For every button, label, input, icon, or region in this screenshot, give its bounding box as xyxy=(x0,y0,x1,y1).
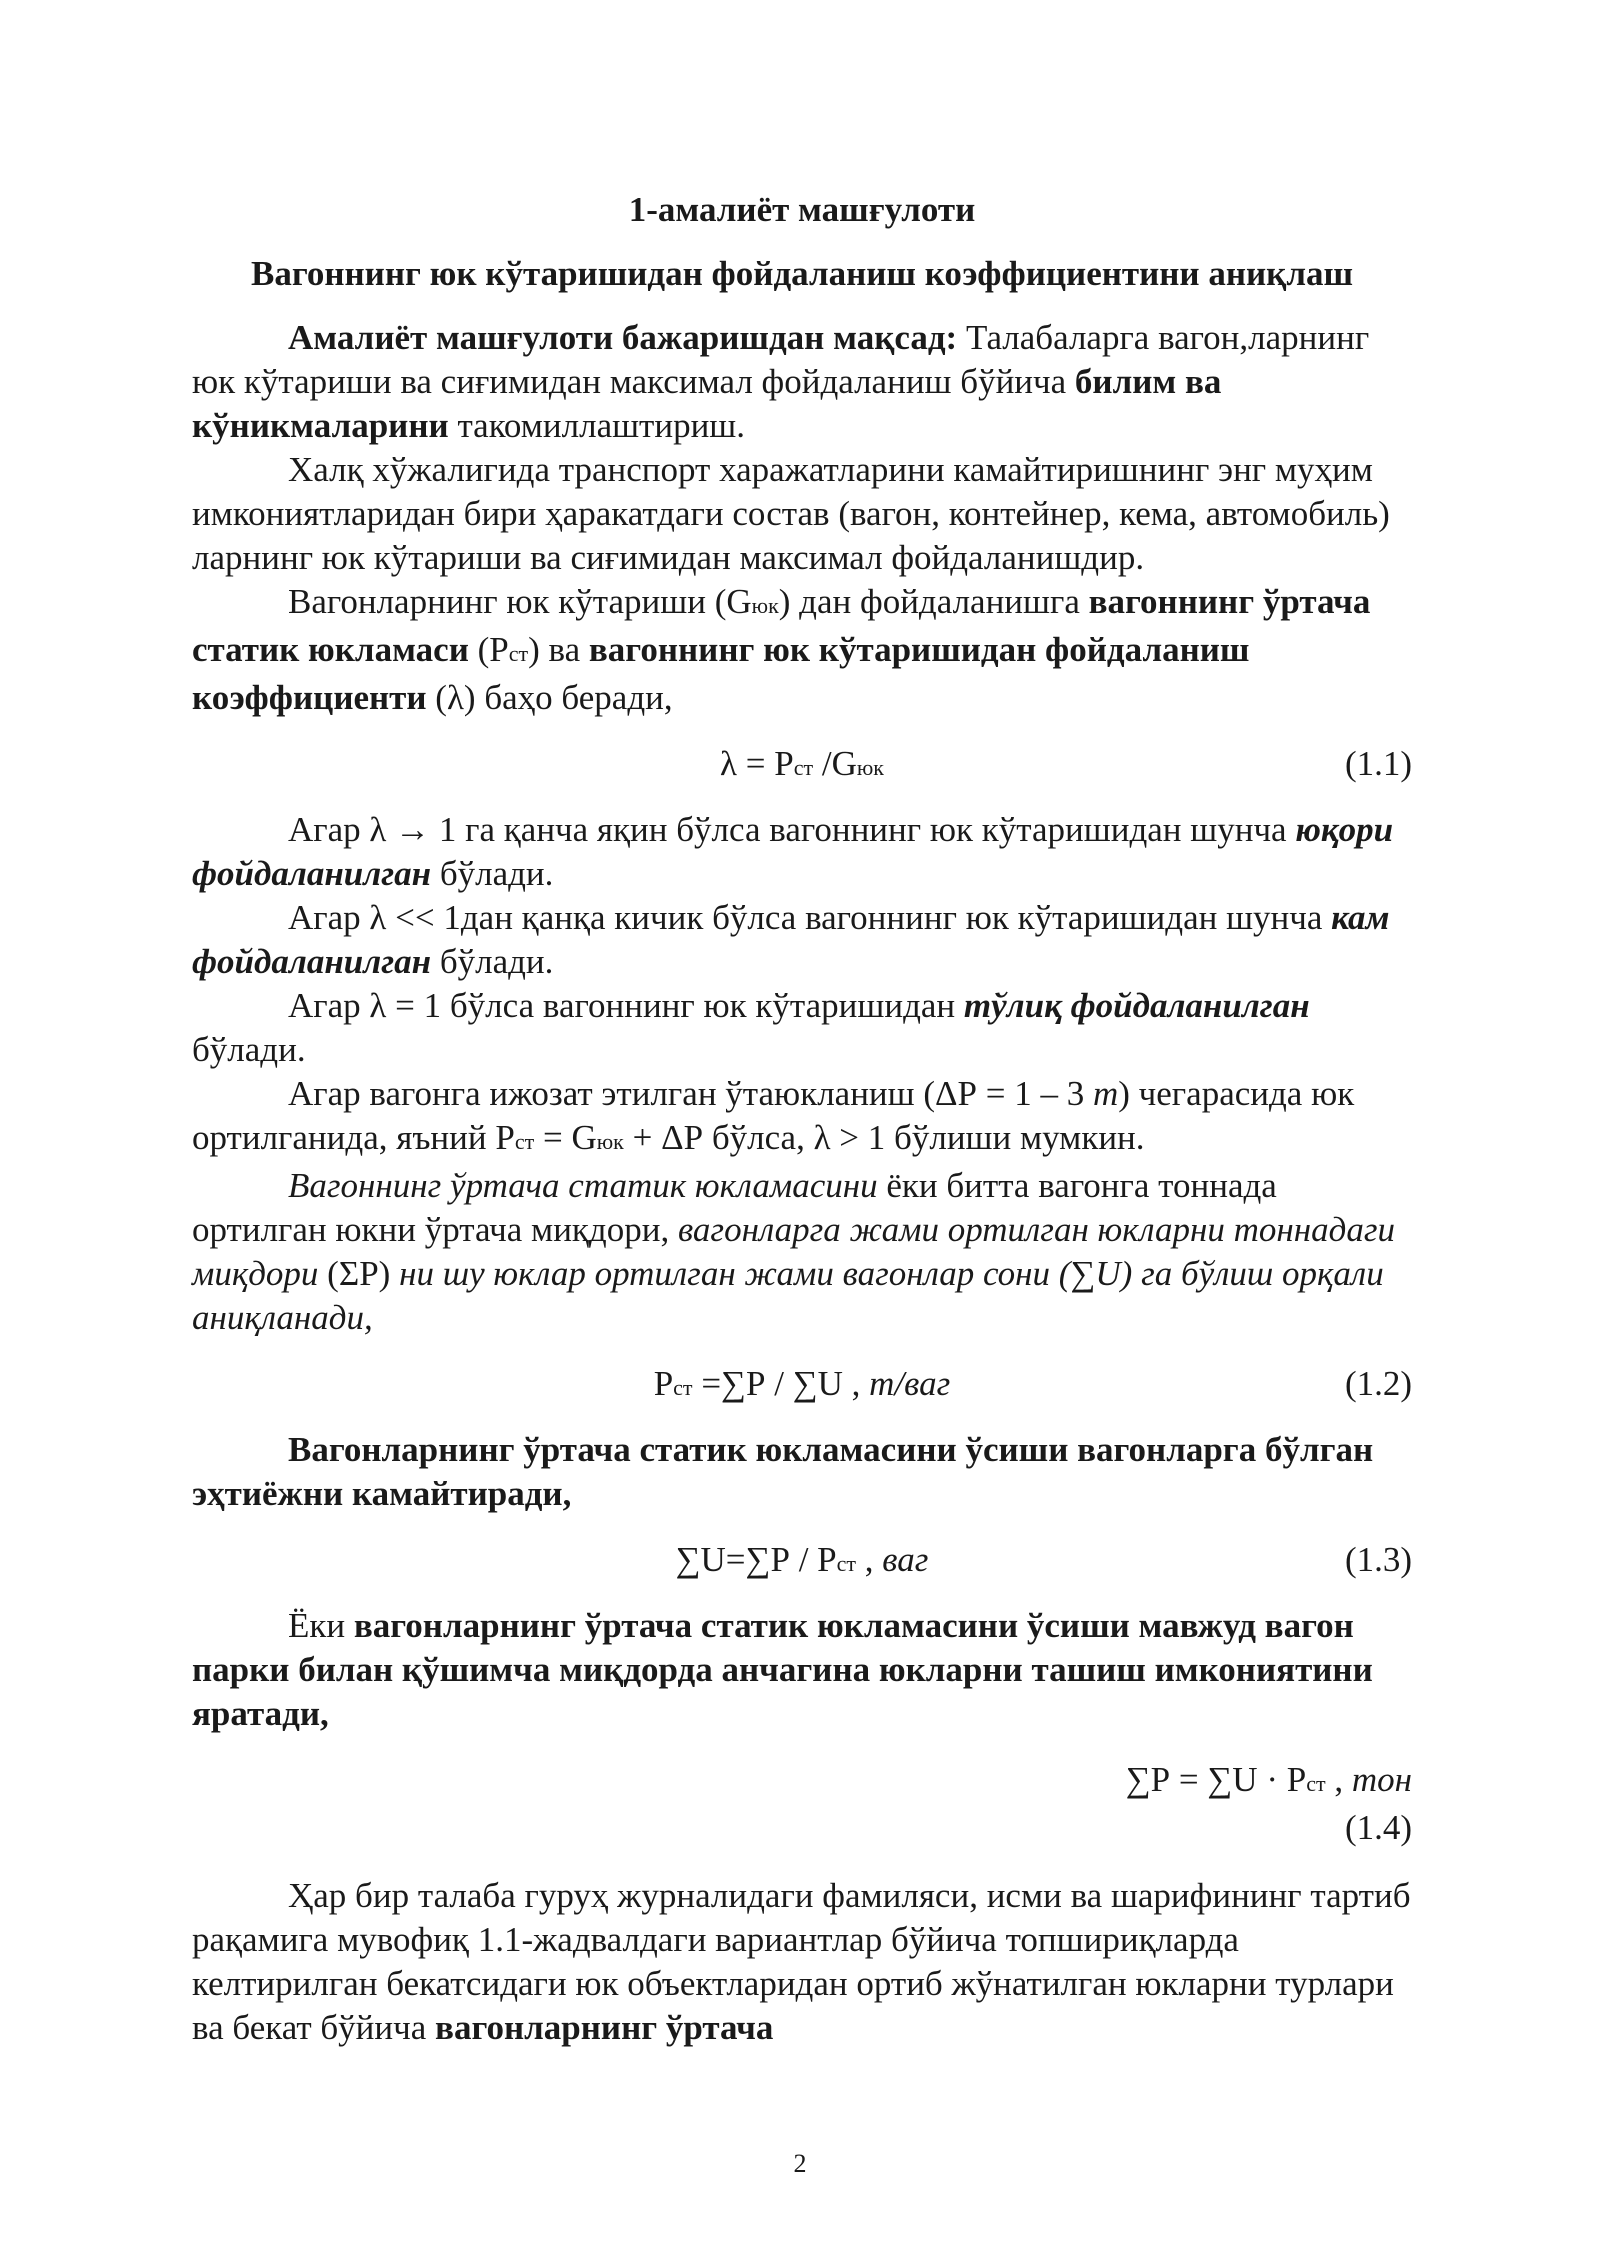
formula-1-2 xyxy=(192,1362,1412,1406)
paragraph-overload xyxy=(192,1072,1412,1164)
italic-run: вагонларга жами ортилган юкларни тоннадаги миқдори xyxy=(192,1210,1395,1293)
subscript: ст xyxy=(514,1129,535,1154)
italic-run: Вагоннинг ўртача статик юкламасини xyxy=(288,1166,878,1205)
formula-text: ∑U=∑Р / Р xyxy=(675,1540,837,1579)
text-run: Агар λ = 1 бўлса вагоннинг юк кўтаришидан xyxy=(288,986,964,1025)
subscript: ст xyxy=(508,641,529,666)
formula-text: λ = Р xyxy=(720,744,794,783)
paragraph-task xyxy=(192,1874,1412,2050)
formula-number: (1.2) xyxy=(1344,1364,1412,1403)
formula-text: ∑Р = ∑U · Р xyxy=(1125,1760,1307,1799)
text-run: ) дан фойдаланишга xyxy=(778,582,1089,621)
bold-run: вагоннинг юк кўтаришидан фойдаланиш коэффициенти xyxy=(192,630,1250,717)
text-run: Агар λ << 1дан қанқа кичик бўлса вагоннинг юк кўтаришидан шунча xyxy=(288,898,1332,937)
page-content xyxy=(192,188,1412,2050)
bold-italic-run: кам фойдаланилган xyxy=(192,898,1390,981)
formula-number: (1.1) xyxy=(1344,744,1412,783)
subscript: юк xyxy=(596,1129,624,1154)
bold-run: вагонларнинг ўртача статик юкламасини ўсиши мавжуд вагон парки билан қўшимча миқдорда анчагина юкларни ташиш имкониятини яратади, xyxy=(192,1606,1373,1733)
goal-label: Амалиёт машғулоти бажаришдан мақсад: xyxy=(288,318,958,357)
page-number: 2 xyxy=(793,2149,807,2178)
formula-text: /G xyxy=(813,744,857,783)
formula-1-1 xyxy=(192,742,1412,786)
text-run: ) чегарасида юк ортилганида, яъний Р xyxy=(192,1074,1355,1157)
text-run: бўлади. xyxy=(431,942,554,981)
italic-run: ни шу юклар ортилган жами вагонлар сони (∑U) га бўлиш орқали аниқланади, xyxy=(192,1254,1384,1337)
bold-run: вагонларнинг ўртача xyxy=(435,2008,774,2047)
formula-number: (1.4) xyxy=(1344,1808,1412,1847)
formula-text: =∑Р / ∑U , xyxy=(692,1364,870,1403)
formula-unit: ваг xyxy=(882,1540,929,1579)
formula-unit: тон xyxy=(1351,1760,1412,1799)
paragraph-lambda-less xyxy=(192,896,1412,984)
formula-body xyxy=(720,744,884,783)
formula-unit: т/ваг xyxy=(869,1364,951,1403)
formula-body xyxy=(192,1758,1412,1806)
page-title: 1-амалиёт машғулоти xyxy=(628,190,976,229)
text-run: Вагонларнинг юк кўтариши (G xyxy=(288,582,752,621)
page-subtitle: Вагоннинг юк кўтаришидан фойдаланиш коэффициентини аниқлаш xyxy=(250,254,1354,293)
paragraph-demand: Вагонларнинг ўртача статик юкламасини ўсиши вагонларга бўлган эҳтиёжни камайтиради, xyxy=(192,1430,1374,1513)
bold-italic-run: юқори фойдаланилган xyxy=(192,810,1394,893)
formula-body xyxy=(676,1540,929,1579)
formula-text: Р xyxy=(653,1364,674,1403)
formula-number: (1.3) xyxy=(1344,1540,1412,1579)
text-run: Ҳар бир талаба гуруҳ журналидаги фамиляси, исми ва шарифининг тартиб рақамига мувофиқ 1.1-жадвалдаги вариантлар бўйича топшириқларда келтирилган бекатсидаги юк объектларидан ортиб жўнатилган юкларни турлари ва бекат бўйича xyxy=(192,1876,1411,2047)
text-run: такомиллаштириш. xyxy=(448,406,746,445)
text-run: + ΔР бўлса, λ > 1 бўлиши мумкин. xyxy=(623,1118,1145,1157)
text-run: Агар вагонга ижозат этилган ўтаюкланиш (ΔР = 1 – 3 xyxy=(288,1074,1093,1113)
paragraph-static-load xyxy=(192,1164,1412,1340)
subscript: ст xyxy=(673,1375,693,1400)
subscript: юк xyxy=(856,755,884,780)
bold-run: билим ва кўникмаларини xyxy=(192,362,1222,445)
paragraph-lambda-equal xyxy=(192,984,1412,1072)
paragraph-fleet xyxy=(192,1604,1412,1736)
paragraph-goal xyxy=(192,316,1412,448)
subscript: ст xyxy=(793,755,814,780)
subscript: юк xyxy=(751,593,779,618)
formula-1-3 xyxy=(192,1538,1412,1582)
text-run: ёки битта вагонга тоннада ортилган юкни ўртача миқдори, xyxy=(192,1166,1277,1249)
text-run: (Р xyxy=(468,630,509,669)
formula-body xyxy=(654,1364,951,1403)
text-run: = G xyxy=(534,1118,597,1157)
subscript: ст xyxy=(836,1551,857,1576)
bold-italic-run: тўлиқ фойдаланилган xyxy=(963,986,1310,1025)
paragraph-definitions xyxy=(192,580,1412,720)
paragraph-intro: Халқ хўжалигида транспорт харажатларини камайтиришнинг энг муҳим имкониятларидан бири ҳаракатдаги состав (вагон, контейнер, кема, автомобиль) ларнинг юк кўтариши ва сиғимидан максимал фойдаланишдир. xyxy=(192,450,1390,577)
subscript: ст xyxy=(1306,1771,1326,1796)
bold-run: вагоннинг ўртача статик юкламаси xyxy=(192,582,1371,669)
formula-text: , xyxy=(1325,1760,1352,1799)
italic-run: т xyxy=(1092,1074,1119,1113)
text-run: Талабаларга вагон,ларнинг юк кўтариши ва сиғимидан максимал фойдаланиш бўйича xyxy=(192,318,1370,401)
text-run: бўлади. xyxy=(192,1030,306,1069)
text-run: Агар λ → 1 га қанча яқин бўлса вагоннинг юк кўтаришидан шунча xyxy=(288,810,1296,849)
formula-text: , xyxy=(856,1540,883,1579)
paragraph-lambda-near-one xyxy=(192,808,1412,896)
text-run: бўлади. xyxy=(431,854,554,893)
text-run: (ΣР) xyxy=(318,1254,400,1293)
formula-1-4 xyxy=(192,1758,1412,1850)
text-run: Ёки xyxy=(288,1606,354,1645)
text-run: ) ва xyxy=(528,630,589,669)
text-run: (λ) баҳо беради, xyxy=(426,678,673,717)
